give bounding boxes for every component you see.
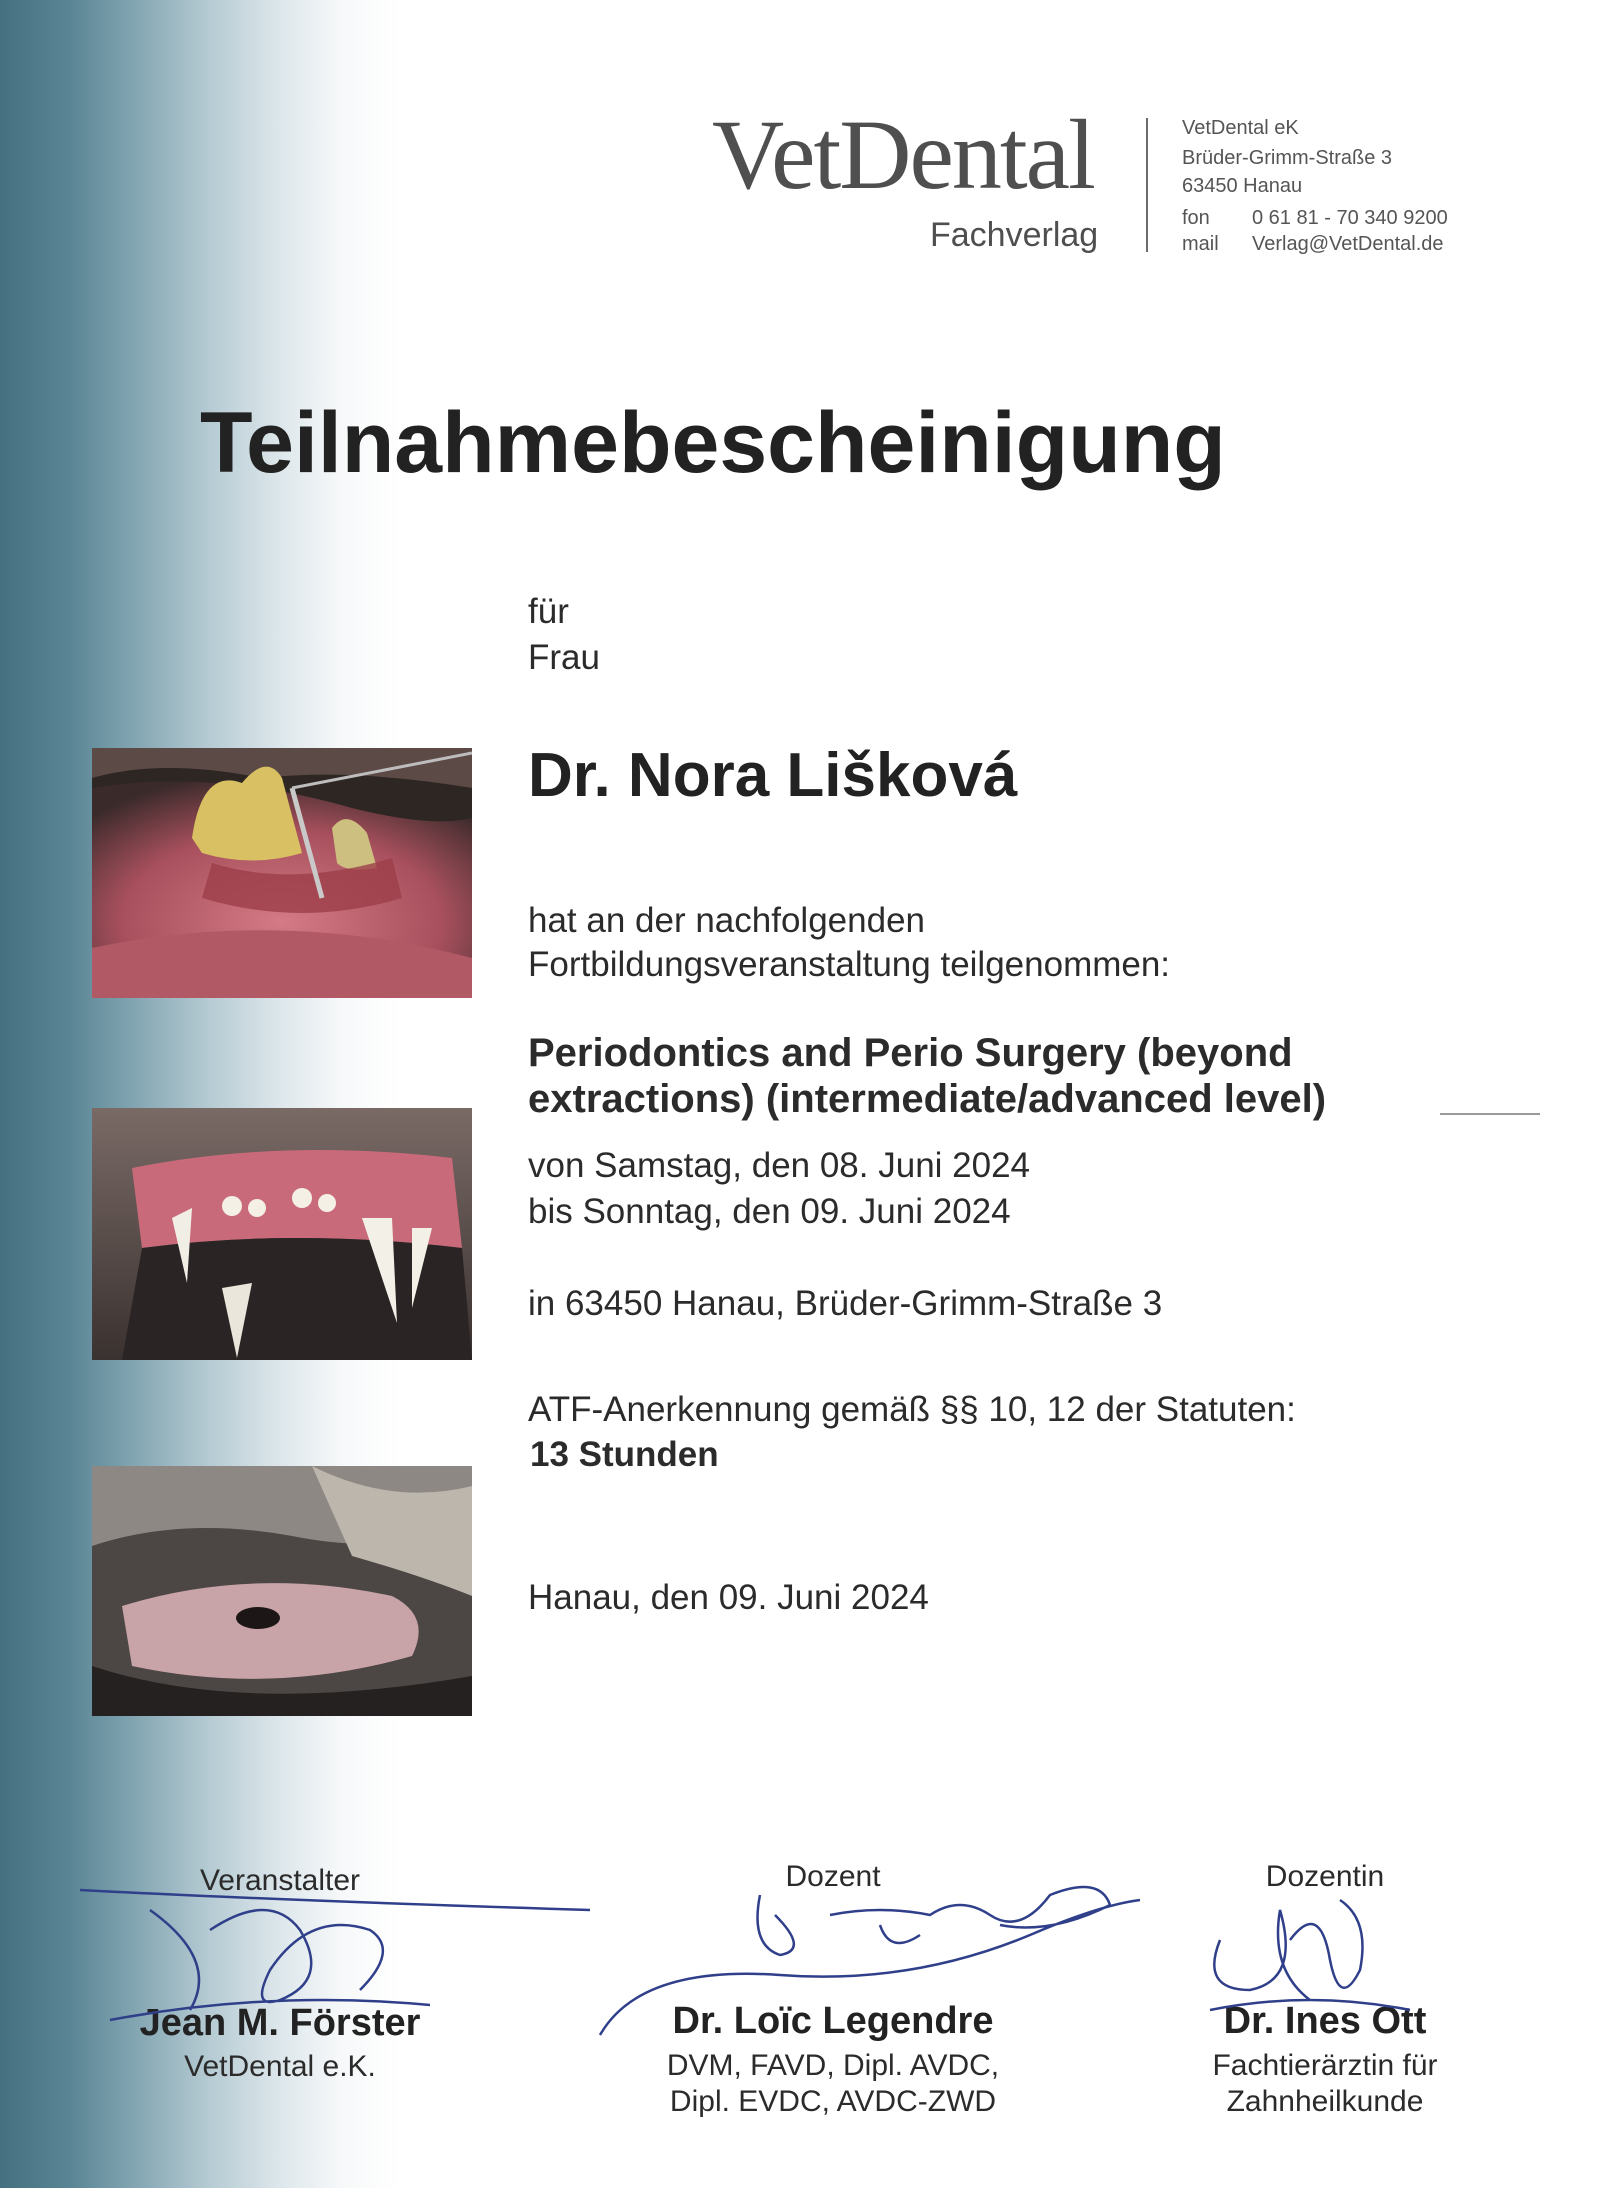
signatory-affiliation-organizer: VetDental e.K. [184, 2050, 376, 2083]
signatory-credentials-lecturer-2: Dipl. EVDC, AVDC-ZWD [669, 2085, 997, 2118]
phone-number: 0 61 81 - 70 340 9200 [1252, 207, 1448, 229]
date-from: von Samstag, den 08. Juni 2024 [528, 1146, 1031, 1185]
intro-line-1: hat an der nachfolgenden [528, 901, 925, 940]
salutation: Frau [528, 638, 600, 677]
dental-photo-probe [92, 748, 472, 998]
hours: 13 Stunden [530, 1435, 719, 1474]
course-title-line-1: Periodontics and Perio Surgery (beyond [528, 1031, 1293, 1075]
signatory-title-lecturer-female-2: Zahnheilkunde [1226, 2085, 1424, 2118]
for-label: für [528, 592, 569, 631]
recipient-name: Dr. Nora Lišková [528, 741, 1018, 810]
signatory-role-lecturer-female: Dozentin [1265, 1860, 1385, 1893]
address-mail-row [1182, 234, 1444, 254]
location: in 63450 Hanau, Brüder-Grimm-Straße 3 [528, 1284, 1163, 1323]
certificate-title: Teilnahmebescheinigung [200, 395, 1226, 491]
address-company: VetDental eK [1182, 117, 1299, 139]
intro-line-2: Fortbildungsveranstaltung teilgenommen: [528, 945, 1171, 984]
place-and-date: Hanau, den 09. Juni 2024 [528, 1578, 929, 1617]
signatory-role-lecturer: Dozent [785, 1860, 881, 1893]
signatory-name-lecturer-female: Dr. Ines Ott [1223, 2000, 1427, 2042]
recognition-text: ATF-Anerkennung gemäß §§ 10, 12 der Statuten: [528, 1390, 1296, 1429]
date-to: bis Sonntag, den 09. Juni 2024 [528, 1192, 1011, 1231]
logo-divider [1146, 118, 1148, 252]
brand-subtitle: Fachverlag [930, 216, 1099, 254]
signatory-role-organizer: Veranstalter [199, 1864, 361, 1897]
mail-address: Verlag@VetDental.de [1252, 233, 1444, 255]
phone-label: fon [1182, 207, 1210, 229]
dental-photo-gingiva [92, 1466, 472, 1716]
signatory-credentials-lecturer-1: DVM, FAVD, Dipl. AVDC, [666, 2049, 1000, 2082]
course-title-line-2: extractions) (intermediate/advanced level) [528, 1077, 1327, 1121]
signatory-name-lecturer: Dr. Loïc Legendre [672, 2000, 994, 2042]
dental-photo-canines [92, 1108, 472, 1360]
signatory-name-organizer: Jean M. Förster [139, 2002, 421, 2044]
paper-fold-mark [1440, 1113, 1540, 1115]
address-city: 63450 Hanau [1182, 175, 1303, 197]
signatory-title-lecturer-female-1: Fachtierärztin für [1212, 2049, 1438, 2082]
mail-label: mail [1182, 233, 1219, 255]
address-street: Brüder-Grimm-Straße 3 [1182, 147, 1393, 169]
address-phone-row [1182, 208, 1448, 228]
brand-logo: VetDental [712, 99, 1094, 210]
